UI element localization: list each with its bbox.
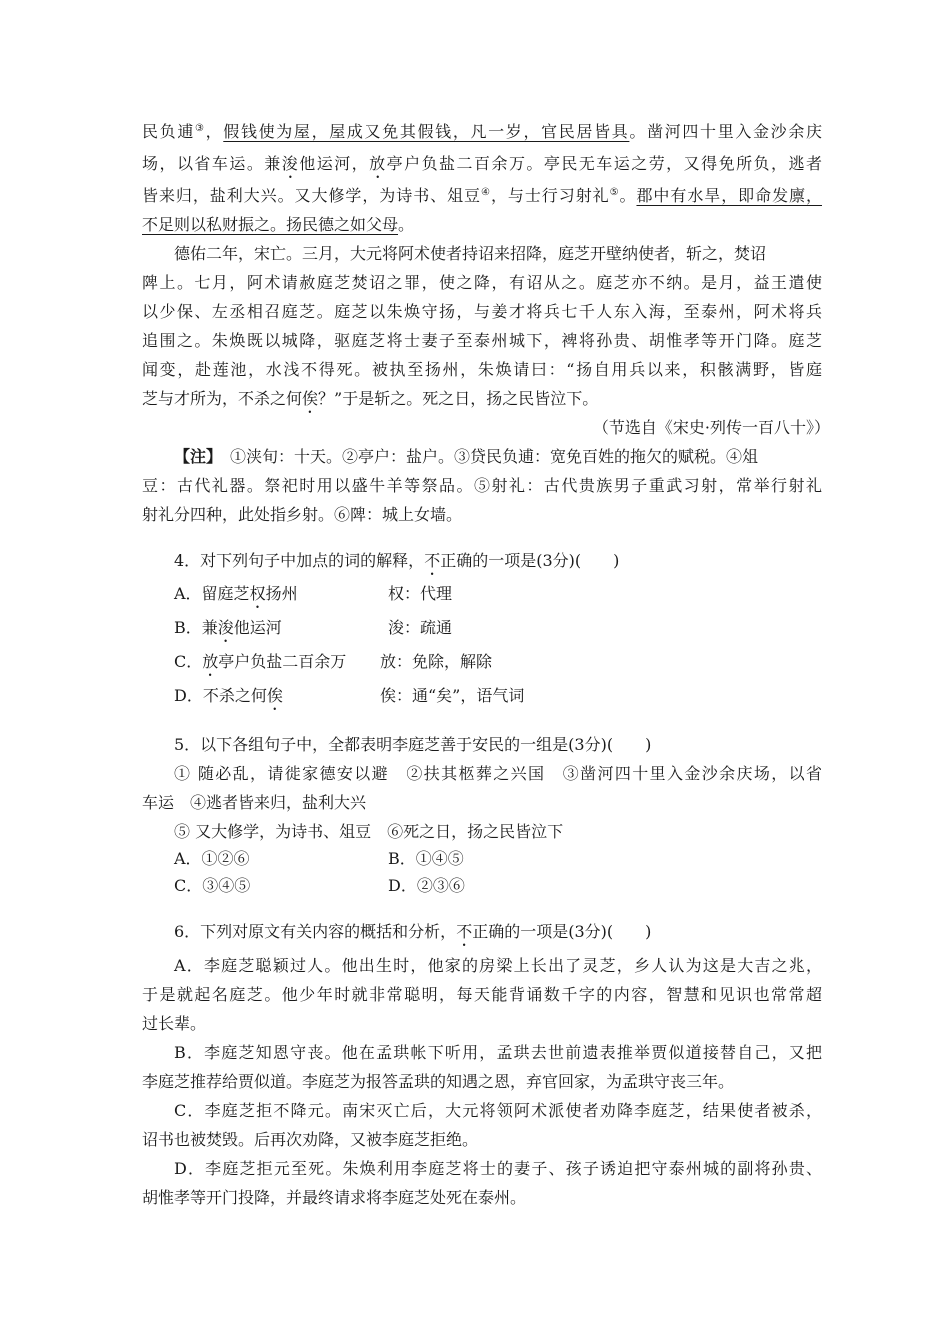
question-6-option-c: C．李庭芝拒不降元。南宋灭亡后，大元将领阿术派使者劝降李庭芝，结果使者被杀， <box>174 1101 822 1120</box>
question-4-option-a: A．留庭芝权扬州 <box>174 584 298 603</box>
passage-line: 皆来归，盐利大兴。又大修学，为诗书、俎豆④，与士行习射礼⑤。郡中有水旱，即命发廪， <box>142 186 822 205</box>
passage-line: 不足则以私财振之。扬民德之如父母。 <box>142 215 415 234</box>
question-6-option-d: D．李庭芝拒元至死。朱焕利用李庭芝将士的妻子、孩子诱迫把守泰州城的副将孙贵、 <box>174 1159 822 1178</box>
underlined-sentence: 假钱使为屋，屋成又免其假钱，凡一岁，官民居皆具 <box>223 122 630 141</box>
question-6-option-a: A．李庭芝聪颖过人。他出生时，他家的房梁上长出了灵芝，乡人认为这是大吉之兆， <box>174 956 822 975</box>
passage-line: 德佑二年，宋亡。三月，大元将阿术使者持诏来招降，庭芝开壁纳使者，斩之，焚诏 <box>174 244 767 263</box>
question-6-option-b: 李庭芝推荐给贾似道。李庭芝为报答孟珙的知遇之恩，弃官回家，为孟珙守丧三年。 <box>142 1072 735 1091</box>
passage-line: 芝与才所为，不杀之何俟？”于是斩之。死之日，扬之民皆泣下。 <box>142 389 599 408</box>
question-5-option-a: A．①②⑥ <box>174 849 250 868</box>
question-5-option-b: B．①④⑤ <box>388 849 464 868</box>
question-4-gloss-a: 权：代理 <box>388 584 453 603</box>
question-6-stem: 6．下列对原文有关内容的概括和分析，不正确的一项是(3分)( ) <box>174 922 652 941</box>
question-4-gloss-c: 放：免除，解除 <box>380 652 493 671</box>
passage-line: 民负逋③，假钱使为屋，屋成又免其假钱，凡一岁，官民居皆具。凿河四十里入金沙余庆 <box>142 122 822 141</box>
question-6-option-d: 胡惟孝等开门投降，并最终请求将李庭芝处死在泰州。 <box>142 1188 527 1207</box>
question-5-items: 车运 ④逃者皆来归，盐利大兴 <box>142 793 367 812</box>
dotted-character: 放 <box>369 154 387 173</box>
question-6-option-a: 过长辈。 <box>142 1014 207 1033</box>
question-5-stem: 5．以下各组句子中，全都表明李庭芝善于安民的一组是(3分)( ) <box>174 735 652 754</box>
question-6-option-c: 诏书也被焚毁。后再次劝降，又被李庭芝拒绝。 <box>142 1130 479 1149</box>
question-5-items: ⑤ 又大修学，为诗书、俎豆 ⑥死之日，扬之民皆泣下 <box>174 822 564 841</box>
question-4-option-d: D．不杀之何俟 <box>174 686 283 705</box>
question-4-stem: 4．对下列句子中加点的词的解释，不正确的一项是(3分)( ) <box>174 551 620 570</box>
notes-line: 【注】 ①浃旬：十天。②亭户：盐户。③贷民负逋：宽免百姓的拖欠的赋税。④俎 <box>174 447 759 466</box>
notes-line: 射礼分四种，此处指乡射。⑥陴：城上女墙。 <box>142 505 463 524</box>
question-6-option-a: 于是就起名庭芝。他少年时就非常聪明，每天能背诵数千字的内容，智慧和见识也常常超 <box>142 985 822 1004</box>
passage-line: 陴上。七月，阿术请赦庭芝焚诏之罪，使之降，有诏从之。庭芝亦不纳。是月，益王遣使 <box>142 273 822 292</box>
question-4-option-c: C．放亭户负盐二百余万 <box>174 652 347 671</box>
passage-line: 场，以省车运。兼浚他运河，放亭户负盐二百余万。亭民无车运之劳，又得免所负，逃者 <box>142 154 822 173</box>
passage-line: 闻变，赴莲池，水浅不得死。被执至扬州，朱焕请曰：“扬自用兵以来，积骸满野，皆庭 <box>142 360 822 379</box>
question-5-option-c: C．③④⑤ <box>174 876 251 895</box>
dotted-character: 不 <box>456 922 473 941</box>
underlined-sentence: 不足则以私财振之。扬民德之如父母 <box>142 215 399 234</box>
notes-label: 【注】 <box>174 447 215 466</box>
passage-line: 以少保、左丞相召庭芝。庭芝以朱焕守扬，与姜才将兵七千人东入海，至泰州，阿术将兵 <box>142 302 822 321</box>
question-4-option-b: B．兼浚他运河 <box>174 618 282 637</box>
passage-line: 追围之。朱焕既以城降，驱庭芝将士妻子至泰州城下，裨将孙贵、胡惟孝等开门降。庭芝 <box>142 331 822 350</box>
question-6-option-b: B．李庭芝知恩守丧。他在孟珙帐下听用，孟珙去世前遗表推举贾似道接替自己，又把 <box>174 1043 822 1062</box>
question-4-gloss-b: 浚：疏通 <box>388 618 453 637</box>
dotted-character: 俟 <box>302 389 319 408</box>
notes-line: 豆：古代礼器。祭祀时用以盛牛羊等祭品。⑤射礼：古代贵族男子重武习射，常举行射礼 <box>142 476 822 495</box>
question-5-items: ① 随必乱，请徙家德安以避 ②扶其柩葬之兴国 ③凿河四十里入金沙余庆场，以省 <box>174 764 822 783</box>
question-4-gloss-d: 俟：通“矣”，语气词 <box>380 686 525 705</box>
source-citation: （节选自《宋史·列传一百八十》） <box>592 418 830 437</box>
underlined-sentence: 郡中有水旱，即命发廪， <box>636 186 822 205</box>
dotted-character: 不 <box>424 551 441 570</box>
dotted-character: 浚 <box>281 154 300 173</box>
question-5-option-d: D．②③⑥ <box>388 876 465 895</box>
